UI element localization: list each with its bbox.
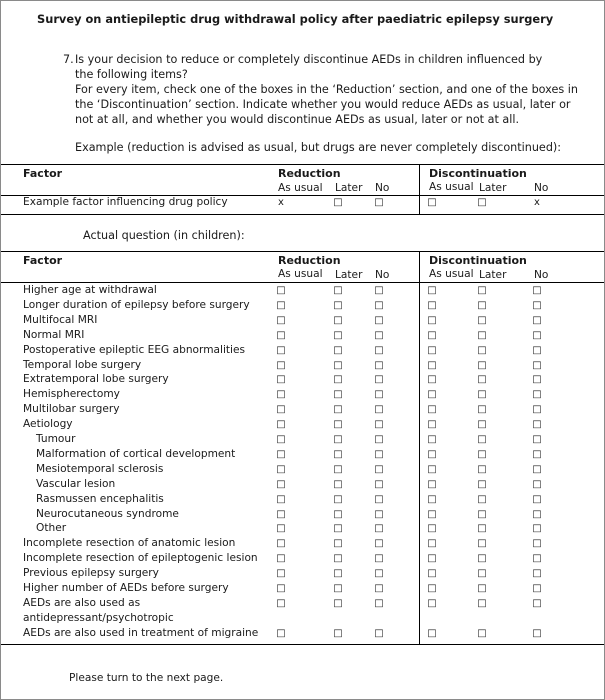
reduction-as-usual-box[interactable]: □ <box>276 448 286 460</box>
discontinuation-as-usual-box[interactable]: □ <box>427 359 437 371</box>
factor-label: Temporal lobe surgery <box>23 358 142 371</box>
factor-label: Tumour <box>36 433 76 445</box>
discontinuation-as-usual-box[interactable]: □ <box>427 389 437 401</box>
reduction-no-box[interactable]: □ <box>374 374 384 386</box>
discontinuation-as-usual-box[interactable]: □ <box>427 553 437 565</box>
reduction-as-usual-box[interactable]: □ <box>276 627 286 639</box>
discontinuation-as-usual-box[interactable]: □ <box>427 583 437 594</box>
reduction-as-usual-box[interactable]: □ <box>276 374 286 386</box>
table-row <box>1 552 604 567</box>
factor-label: AEDs are also used as <box>23 596 141 609</box>
reduction-as-usual-box[interactable]: □ <box>276 389 286 401</box>
reduction-no-box[interactable]: □ <box>374 553 384 565</box>
reduction-as-usual-box[interactable]: □ <box>276 329 286 341</box>
table-row <box>1 522 604 537</box>
example-row-label: Example factor influencing drug policy <box>23 196 228 208</box>
discontinuation-later-box[interactable]: □ <box>477 523 487 535</box>
reduction-as-usual-box[interactable]: □ <box>276 314 286 326</box>
example-reduction-no-box: □ <box>374 197 384 208</box>
reduction-as-usual-box[interactable]: □ <box>276 553 286 565</box>
table-row <box>1 612 604 627</box>
reduction-no-box[interactable]: □ <box>374 627 384 639</box>
actual-discontinuation-header: Discontinuation <box>429 254 527 267</box>
reduction-later-box[interactable]: □ <box>333 389 343 401</box>
factor-label: Neurocutaneous syndrome <box>36 507 179 520</box>
reduction-as-usual-box[interactable]: □ <box>276 493 286 505</box>
table-row <box>1 463 604 478</box>
discontinuation-as-usual-box[interactable]: □ <box>427 299 437 311</box>
factor-label: Multilobar surgery <box>23 403 120 416</box>
reduction-later-box[interactable]: □ <box>333 299 343 311</box>
reduction-later-box[interactable]: □ <box>333 419 343 431</box>
reduction-no-box[interactable]: □ <box>374 434 384 445</box>
discontinuation-later-box[interactable]: □ <box>477 448 487 460</box>
discontinuation-as-usual-box[interactable]: □ <box>427 434 437 445</box>
factor-label: AEDs are also used in treatment of migraine <box>23 626 259 639</box>
discontinuation-no-box[interactable]: □ <box>532 344 542 356</box>
factor-label: Normal MRI <box>23 328 85 341</box>
factor-label: antidepressant/psychotropic <box>23 611 174 624</box>
discontinuation-as-usual-box[interactable]: □ <box>427 344 437 356</box>
example-discontinuation-later-box: □ <box>477 197 487 208</box>
reduction-no-box[interactable]: □ <box>374 448 384 460</box>
discontinuation-as-usual-box[interactable]: □ <box>427 419 437 431</box>
example-discontinuation-no-label: No <box>534 182 549 194</box>
discontinuation-later-box[interactable]: □ <box>477 344 487 356</box>
actual-table-top-rule <box>1 251 604 252</box>
factor-label: Higher age at withdrawal <box>23 284 157 296</box>
example-table-top-rule <box>1 164 604 165</box>
discontinuation-no-box[interactable]: □ <box>532 285 542 296</box>
discontinuation-as-usual-box[interactable]: □ <box>427 523 437 535</box>
discontinuation-no-box[interactable]: □ <box>532 478 542 490</box>
factor-label: Incomplete resection of epileptogenic lesion <box>23 552 258 565</box>
discontinuation-no-box[interactable]: □ <box>532 299 542 311</box>
reduction-later-box[interactable]: □ <box>333 523 343 535</box>
discontinuation-as-usual-box[interactable]: □ <box>427 568 437 580</box>
table-row <box>1 627 604 642</box>
discontinuation-no-box[interactable]: □ <box>532 359 542 371</box>
example-reduction-later-box: □ <box>333 197 343 208</box>
reduction-no-box[interactable]: □ <box>374 478 384 490</box>
reduction-as-usual-box[interactable]: □ <box>276 463 286 475</box>
discontinuation-later-box[interactable]: □ <box>477 299 487 311</box>
discontinuation-later-box[interactable]: □ <box>477 508 487 520</box>
table-row <box>1 329 604 344</box>
actual-discontinuation-no-label: No <box>534 269 549 281</box>
factor-label: Malformation of cortical development <box>36 447 236 460</box>
discontinuation-later-box[interactable]: □ <box>477 493 487 505</box>
reduction-no-box[interactable]: □ <box>374 314 384 326</box>
discontinuation-as-usual-box[interactable]: □ <box>427 448 437 460</box>
reduction-later-box[interactable]: □ <box>333 374 343 386</box>
reduction-later-box[interactable]: □ <box>333 434 343 445</box>
discontinuation-no-box[interactable]: □ <box>532 374 542 386</box>
table-row <box>1 567 604 582</box>
reduction-as-usual-box[interactable]: □ <box>276 419 286 431</box>
discontinuation-no-box[interactable]: □ <box>532 389 542 401</box>
reduction-later-box[interactable]: □ <box>333 508 343 520</box>
reduction-no-box[interactable]: □ <box>374 493 384 505</box>
actual-discontinuation-later-label: Later <box>479 269 507 281</box>
discontinuation-later-box[interactable]: □ <box>477 463 487 475</box>
reduction-later-box[interactable]: □ <box>333 553 343 565</box>
reduction-no-box[interactable]: □ <box>374 329 384 341</box>
example-factor-header: Factor <box>23 167 63 180</box>
discontinuation-as-usual-box[interactable]: □ <box>427 597 437 609</box>
factor-label: Higher number of AEDs before surgery <box>23 582 229 594</box>
reduction-as-usual-box[interactable]: □ <box>276 299 286 311</box>
example-discontinuation-as-usual-label: As usual <box>429 181 474 193</box>
factor-label: Postoperative epileptic EEG abnormalities <box>23 343 246 356</box>
question-number: 7. <box>63 53 74 66</box>
reduction-later-box[interactable]: □ <box>333 597 343 609</box>
discontinuation-later-box[interactable]: □ <box>477 478 487 490</box>
reduction-later-box[interactable]: □ <box>333 583 343 594</box>
example-table-bottom-rule <box>1 214 604 215</box>
table-row <box>1 314 604 329</box>
reduction-later-box[interactable]: □ <box>333 493 343 505</box>
discontinuation-as-usual-box[interactable]: □ <box>427 478 437 490</box>
example-row <box>1 196 604 211</box>
table-row <box>1 493 604 508</box>
actual-caption: Actual question (in children): <box>83 229 245 242</box>
table-row <box>1 433 604 448</box>
discontinuation-no-box[interactable]: □ <box>532 493 542 505</box>
discontinuation-no-box[interactable]: □ <box>532 329 542 341</box>
reduction-later-box[interactable]: □ <box>333 314 343 326</box>
example-reduction-as-usual-box: x <box>278 197 284 208</box>
discontinuation-later-box[interactable]: □ <box>477 314 487 326</box>
example-discontinuation-later-label: Later <box>479 182 507 194</box>
reduction-as-usual-box[interactable]: □ <box>276 359 286 371</box>
table-row <box>1 418 604 433</box>
table-row <box>1 284 604 299</box>
actual-discontinuation-as-usual-label: As usual <box>429 268 474 280</box>
discontinuation-as-usual-box[interactable]: □ <box>427 463 437 475</box>
reduction-later-box[interactable]: □ <box>333 359 343 371</box>
reduction-as-usual-box[interactable]: □ <box>276 285 286 296</box>
survey-title: Survey on antiepileptic drug withdrawal policy after paediatric epilepsy surgery <box>37 12 554 26</box>
discontinuation-later-box[interactable]: □ <box>477 434 487 445</box>
discontinuation-later-box[interactable]: □ <box>477 359 487 371</box>
reduction-later-box[interactable]: □ <box>333 463 343 475</box>
example-discontinuation-no-box: x <box>534 197 540 208</box>
reduction-no-box[interactable]: □ <box>374 597 384 609</box>
table-row <box>1 597 604 612</box>
table-row <box>1 537 604 552</box>
reduction-as-usual-box[interactable]: □ <box>276 434 286 445</box>
reduction-later-box[interactable]: □ <box>333 329 343 341</box>
reduction-as-usual-box[interactable]: □ <box>276 344 286 356</box>
reduction-no-box[interactable]: □ <box>374 538 384 550</box>
discontinuation-no-box[interactable]: □ <box>532 553 542 565</box>
discontinuation-no-box[interactable]: □ <box>532 463 542 475</box>
actual-reduction-as-usual-label: As usual <box>278 268 323 280</box>
reduction-as-usual-box[interactable]: □ <box>276 538 286 550</box>
reduction-no-box[interactable]: □ <box>374 508 384 520</box>
reduction-as-usual-box[interactable]: □ <box>276 568 286 580</box>
discontinuation-later-box[interactable]: □ <box>477 538 487 550</box>
factor-label: Longer duration of epilepsy before surgery <box>23 298 250 311</box>
discontinuation-no-box[interactable]: □ <box>532 568 542 580</box>
discontinuation-as-usual-box[interactable]: □ <box>427 314 437 326</box>
reduction-no-box[interactable]: □ <box>374 404 384 416</box>
discontinuation-no-box[interactable]: □ <box>532 419 542 431</box>
table-row <box>1 359 604 374</box>
reduction-no-box[interactable]: □ <box>374 523 384 535</box>
discontinuation-as-usual-box[interactable]: □ <box>427 374 437 386</box>
reduction-later-box[interactable]: □ <box>333 344 343 356</box>
discontinuation-later-box[interactable]: □ <box>477 627 487 639</box>
reduction-later-box[interactable]: □ <box>333 627 343 639</box>
actual-table-bottom-rule <box>1 644 604 645</box>
discontinuation-later-box[interactable]: □ <box>477 568 487 580</box>
discontinuation-as-usual-box[interactable]: □ <box>427 404 437 416</box>
discontinuation-as-usual-box[interactable]: □ <box>427 285 437 296</box>
discontinuation-later-box[interactable]: □ <box>477 597 487 609</box>
question-instructions: For every item, check one of the boxes in the ‘Reduction’ section, and one of the boxes in the ‘Discontinuation’ section. Indicate whether you would reduce AEDs as usual, later or not at all, and whether you would discontinue AEDs as usual, later or not at all. <box>75 83 578 126</box>
actual-reduction-header: Reduction <box>278 254 341 267</box>
factor-label: Multifocal MRI <box>23 313 98 326</box>
reduction-no-box[interactable]: □ <box>374 299 384 311</box>
discontinuation-later-box[interactable]: □ <box>477 329 487 341</box>
discontinuation-later-box[interactable]: □ <box>477 389 487 401</box>
table-row <box>1 508 604 523</box>
discontinuation-later-box[interactable]: □ <box>477 374 487 386</box>
example-reduction-as-usual-label: As usual <box>278 182 323 194</box>
reduction-later-box[interactable]: □ <box>333 538 343 550</box>
discontinuation-as-usual-box[interactable]: □ <box>427 538 437 550</box>
reduction-no-box[interactable]: □ <box>374 419 384 431</box>
discontinuation-later-box[interactable]: □ <box>477 553 487 565</box>
reduction-as-usual-box[interactable]: □ <box>276 523 286 535</box>
reduction-no-box[interactable]: □ <box>374 344 384 356</box>
factor-label: Hemispherectomy <box>23 388 120 401</box>
discontinuation-no-box[interactable]: □ <box>532 434 542 445</box>
discontinuation-later-box[interactable]: □ <box>477 404 487 416</box>
table-row <box>1 388 604 403</box>
question-text: Is your decision to reduce or completely discontinue AEDs in children influenced by the following items? <box>75 53 543 81</box>
discontinuation-later-box[interactable]: □ <box>477 583 487 594</box>
table-row <box>1 344 604 359</box>
example-caption: Example (reduction is advised as usual, but drugs are never completely discontinued): <box>75 141 562 154</box>
discontinuation-no-box[interactable]: □ <box>532 404 542 416</box>
factor-label: Previous epilepsy surgery <box>23 567 159 580</box>
reduction-as-usual-box[interactable]: □ <box>276 583 286 594</box>
discontinuation-no-box[interactable]: □ <box>532 627 542 639</box>
factor-label: Rasmussen encephalitis <box>36 492 164 505</box>
actual-reduction-no-label: No <box>375 269 390 281</box>
factor-label: Vascular lesion <box>36 477 116 490</box>
factor-label: Other <box>36 522 67 535</box>
factor-label: Extratemporal lobe surgery <box>23 373 169 386</box>
discontinuation-as-usual-box[interactable]: □ <box>427 329 437 341</box>
reduction-no-box[interactable]: □ <box>374 568 384 580</box>
example-discontinuation-as-usual-box: □ <box>427 197 437 208</box>
table-row <box>1 299 604 314</box>
table-row <box>1 403 604 418</box>
actual-factor-header: Factor <box>23 254 63 267</box>
reduction-as-usual-box[interactable]: □ <box>276 404 286 416</box>
actual-table-header-rule <box>1 282 604 283</box>
reduction-as-usual-box[interactable]: □ <box>276 597 286 609</box>
discontinuation-no-box[interactable]: □ <box>532 583 542 594</box>
discontinuation-no-box[interactable]: □ <box>532 448 542 460</box>
reduction-no-box[interactable]: □ <box>374 285 384 296</box>
discontinuation-as-usual-box[interactable]: □ <box>427 508 437 520</box>
discontinuation-no-box[interactable]: □ <box>532 508 542 520</box>
reduction-later-box[interactable]: □ <box>333 478 343 490</box>
table-row <box>1 478 604 493</box>
factor-label: Mesiotemporal sclerosis <box>36 462 164 475</box>
reduction-no-box[interactable]: □ <box>374 359 384 371</box>
reduction-later-box[interactable]: □ <box>333 285 343 296</box>
example-reduction-header: Reduction <box>278 167 341 180</box>
discontinuation-no-box[interactable]: □ <box>532 538 542 550</box>
reduction-later-box[interactable]: □ <box>333 568 343 580</box>
reduction-as-usual-box[interactable]: □ <box>276 508 286 520</box>
reduction-later-box[interactable]: □ <box>333 448 343 460</box>
reduction-as-usual-box[interactable]: □ <box>276 478 286 490</box>
reduction-later-box[interactable]: □ <box>333 404 343 416</box>
table-row <box>1 448 604 463</box>
reduction-no-box[interactable]: □ <box>374 583 384 594</box>
footer-note: Please turn to the next page. <box>69 672 224 684</box>
discontinuation-as-usual-box[interactable]: □ <box>427 627 437 639</box>
factor-label: Incomplete resection of anatomic lesion <box>23 537 236 550</box>
discontinuation-no-box[interactable]: □ <box>532 597 542 609</box>
discontinuation-no-box[interactable]: □ <box>532 314 542 326</box>
discontinuation-no-box[interactable]: □ <box>532 523 542 535</box>
example-reduction-no-label: No <box>375 182 390 194</box>
discontinuation-later-box[interactable]: □ <box>477 285 487 296</box>
table-row <box>1 373 604 388</box>
discontinuation-as-usual-box[interactable]: □ <box>427 493 437 505</box>
factor-label: Aetiology <box>23 418 73 431</box>
example-reduction-later-label: Later <box>335 182 363 194</box>
actual-reduction-later-label: Later <box>335 269 363 281</box>
reduction-no-box[interactable]: □ <box>374 389 384 401</box>
discontinuation-later-box[interactable]: □ <box>477 419 487 431</box>
reduction-no-box[interactable]: □ <box>374 463 384 475</box>
example-discontinuation-header: Discontinuation <box>429 167 527 180</box>
table-row <box>1 582 604 597</box>
